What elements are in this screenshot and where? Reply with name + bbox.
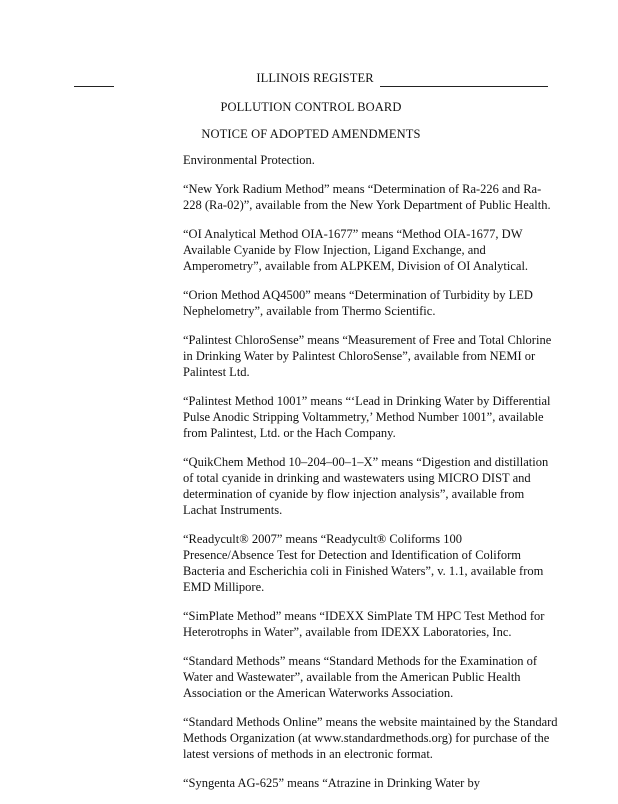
definition-line: “Palintest Method 1001” means “‘Lead in Drinking Water by Differential	[183, 394, 551, 408]
register-title: ILLINOIS REGISTER	[256, 71, 374, 85]
definition-line: Lachat Instruments.	[183, 503, 283, 517]
definition-line: of total cyanide in drinking and wastewaters using MICRO DIST and	[183, 471, 531, 485]
definition-new-york-radium	[183, 181, 551, 213]
board-title: POLLUTION CONTROL BOARD	[220, 100, 402, 114]
definition-standard-methods-online	[183, 714, 558, 762]
definition-line: Heterotrophs in Water”, available from IDEXX Laboratories, Inc.	[183, 625, 512, 639]
definition-line: “OI Analytical Method OIA-1677” means “Method OIA-1677, DW	[183, 227, 523, 241]
definition-line: “Orion Method AQ4500” means “Determination of Turbidity by LED	[183, 288, 533, 302]
definition-line: “Palintest ChloroSense” means “Measurement of Free and Total Chlorine	[183, 333, 552, 347]
document-body	[183, 152, 558, 804]
definition-quikchem	[183, 454, 551, 518]
definition-line: EMD Millipore.	[183, 580, 265, 594]
definition-line: “Readycult® 2007” means “Readycult® Coliforms 100	[183, 532, 462, 546]
definition-line: latest versions of methods in an electronic format.	[183, 747, 433, 761]
definition-line: “QuikChem Method 10–204–00–1–X” means “Digestion and distillation	[183, 455, 549, 469]
definition-readycult	[183, 531, 551, 595]
definition-line: Pulse Anodic Stripping Voltammetry,’ Method Number 1001”, available	[183, 410, 544, 424]
definition-syngenta	[183, 775, 551, 791]
definition-simplate	[183, 608, 551, 640]
definition-line: in Drinking Water by Palintest ChloroSense”, available from NEMI or	[183, 349, 536, 363]
definition-orion-method	[183, 287, 551, 319]
definition-line: Association or the American Waterworks Association.	[183, 686, 454, 700]
definition-line: “Standard Methods” means “Standard Methods for the Examination of	[183, 654, 538, 668]
definition-line: determination of cyanide by flow injection analysis”, available from	[183, 487, 525, 501]
definition-palintest-chlorosense	[183, 332, 551, 380]
definition-oi-analytical	[183, 226, 551, 274]
definition-line: Methods Organization (at www.standardmethods.org) for purchase of the	[183, 731, 550, 745]
definition-line: 228 (Ra-02)”, available from the New York Department of Public Health.	[183, 198, 551, 212]
intro-text: Environmental Protection.	[183, 153, 315, 167]
definition-line: “SimPlate Method” means “IDEXX SimPlate TM HPC Test Method for	[183, 609, 545, 623]
definition-line: Available Cyanide by Flow Injection, Ligand Exchange, and	[183, 243, 486, 257]
definition-line: Water and Wastewater”, available from the American Public Health	[183, 670, 521, 684]
definition-line: Amperometry”, available from ALPKEM, Division of OI Analytical.	[183, 259, 529, 273]
header-rule-right	[380, 86, 548, 87]
definition-palintest-1001	[183, 393, 551, 441]
definition-line: Presence/Absence Test for Detection and Identification of Coliform	[183, 548, 522, 562]
definition-line: “Syngenta AG-625” means “Atrazine in Drinking Water by	[183, 776, 480, 790]
definition-line: “New York Radium Method” means “Determination of Ra-226 and Ra-	[183, 182, 542, 196]
definition-line: from Palintest, Ltd. or the Hach Company.	[183, 426, 396, 440]
definition-line: Palintest Ltd.	[183, 365, 250, 379]
definition-standard-methods	[183, 653, 551, 701]
header-rule-left	[74, 86, 114, 87]
definition-line: Nephelometry”, available from Thermo Scientific.	[183, 304, 436, 318]
definition-line: Bacteria and Escherichia coli in Finished Waters”, v. 1.1, available from	[183, 564, 544, 578]
notice-title: NOTICE OF ADOPTED AMENDMENTS	[201, 127, 421, 141]
definition-line: “Standard Methods Online” means the website maintained by the Standard	[183, 715, 558, 729]
